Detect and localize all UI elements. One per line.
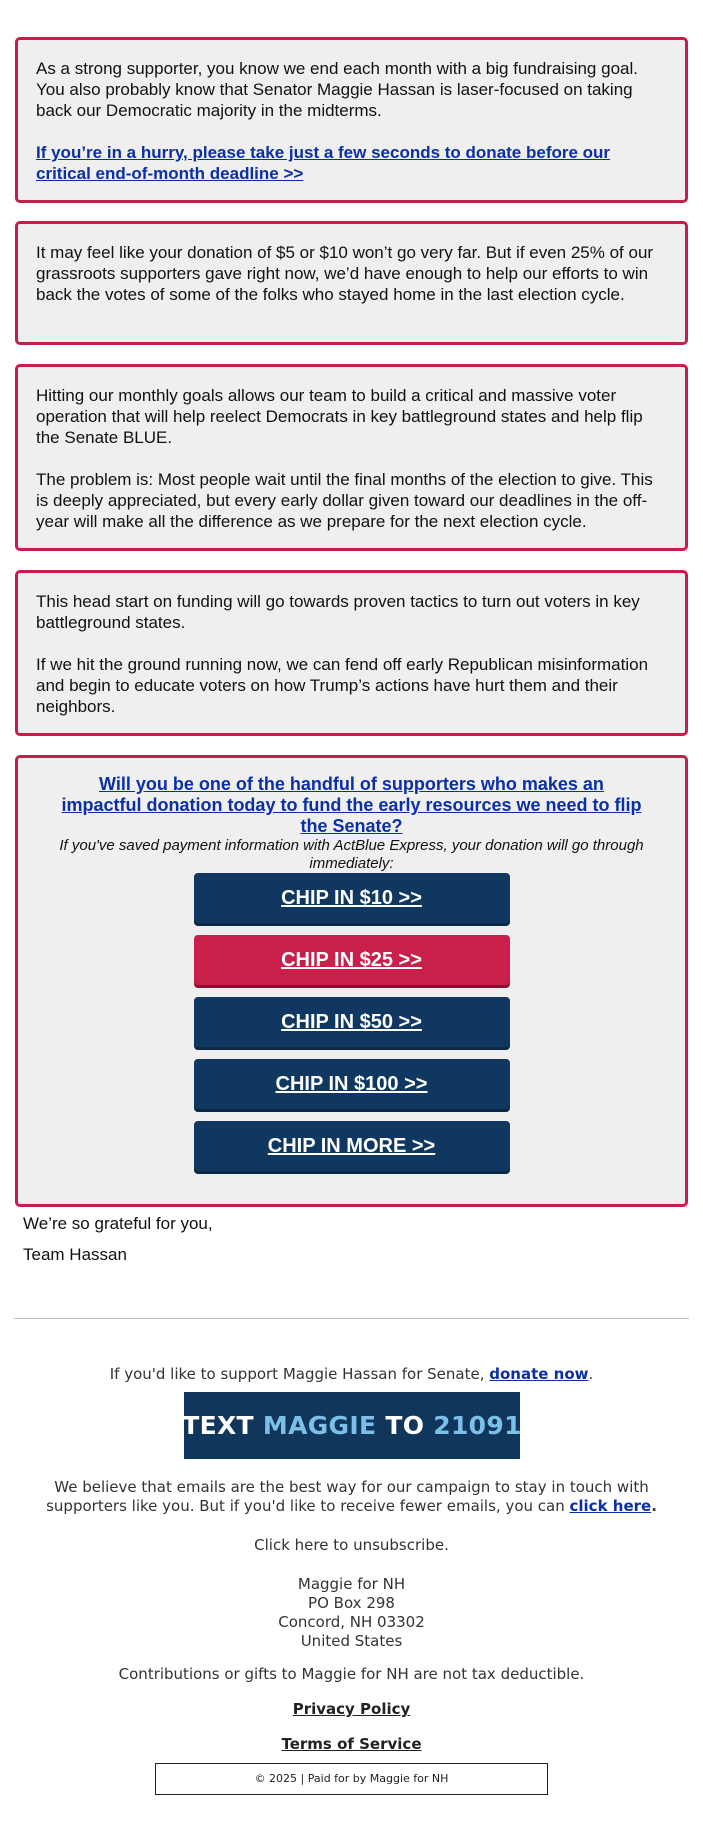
chip-in-10-button[interactable]: CHIP IN $10 >> [194, 873, 510, 923]
terms-of-service-link[interactable]: Terms of Service [281, 1735, 422, 1753]
donate-now-link[interactable]: donate now [489, 1365, 589, 1383]
email-preference-text: We believe that emails are the best way for our campaign to stay in touch with supporters like you. But if you'd like to receive fewer emails, you can [46, 1478, 649, 1515]
head-start-paragraph: This head start on funding will go towards proven tactics to turn out voters in key battleground states. [36, 592, 640, 632]
support-text: If you'd like to support Maggie Hassan for Senate, [109, 1365, 490, 1383]
privacy-policy-link[interactable]: Privacy Policy [292, 1700, 411, 1718]
donation-impact-paragraph: It may feel like your donation of $5 or $10 won’t go very far. But if even 25% of our grassroots supporters gave right now, we’d have enough to help our efforts to win back the votes of some of the folks who stayed home in the last election cycle. [36, 243, 654, 304]
privacy-row [0, 1700, 703, 1718]
monthly-goals-box [15, 364, 688, 551]
paid-for-by-box: © 2025 | Paid for by Maggie for NH [155, 1763, 548, 1795]
problem-paragraph: The problem is: Most people wait until the final months of the election to give. This is deeply appreciated, but every early dollar given toward our deadlines in the off-year will make all the difference as we prepare for the next election cycle. [36, 470, 653, 531]
fewer-emails-link[interactable]: click here [569, 1497, 652, 1515]
unsubscribe-link[interactable]: Click here to unsubscribe. [254, 1536, 449, 1554]
hurry-donate-link[interactable]: If you’re in a hurry, please take just a few seconds to donate before our critical end-of-month deadline >> [36, 143, 611, 183]
signoff-team: Team Hassan [23, 1245, 127, 1264]
text-maggie-banner[interactable] [184, 1392, 520, 1459]
email-preference-suffix: . [651, 1497, 657, 1515]
chip-in-100-button[interactable]: CHIP IN $100 >> [194, 1059, 510, 1109]
actblue-note: If you've saved payment information with ActBlue Express, your donation will go through immediately: [59, 837, 644, 872]
banner-shortcode: 21091 [433, 1411, 522, 1440]
address-line: Concord, NH 03302 [278, 1613, 425, 1631]
tax-disclaimer: Contributions or gifts to Maggie for NH are not tax deductible. [118, 1665, 585, 1683]
head-start-box [15, 570, 688, 736]
banner-text-word: TEXT [182, 1411, 254, 1440]
monthly-goals-paragraph: Hitting our monthly goals allows our team to build a critical and massive voter operation that will help reelect Democrats in key battleground states and help flip the Senate BLUE. [36, 386, 643, 447]
support-line [0, 1365, 703, 1383]
donation-impact-box [15, 221, 688, 345]
mailing-address [0, 1575, 703, 1651]
address-line: United States [300, 1632, 403, 1650]
banner-to-word: TO [385, 1411, 425, 1440]
chip-in-more-button[interactable]: CHIP IN MORE >> [194, 1121, 510, 1171]
email-preference-line [0, 1478, 703, 1516]
chip-in-25-button[interactable]: CHIP IN $25 >> [194, 935, 510, 985]
ground-running-paragraph: If we hit the ground running now, we can fend off early Republican misinformation and begin to educate voters on how Trump’s actions have hurt them and their neighbors. [36, 655, 649, 716]
banner-keyword: MAGGIE [262, 1411, 377, 1440]
signoff-line: We’re so grateful for you, [23, 1214, 213, 1233]
support-suffix: . [588, 1365, 594, 1383]
address-line: Maggie for NH [297, 1575, 406, 1593]
address-line: PO Box 298 [308, 1594, 395, 1612]
terms-row [0, 1735, 703, 1753]
intro-box [15, 37, 688, 203]
intro-paragraph: As a strong supporter, you know we end each month with a big fundraising goal. You also probably know that Senator Maggie Hassan is laser-focused on taking back our Democratic majority in the midterms. [36, 59, 638, 120]
chip-in-50-button[interactable]: CHIP IN $50 >> [194, 997, 510, 1047]
donation-cta-box [15, 755, 688, 1207]
footer-divider [14, 1318, 689, 1319]
cta-headline-link[interactable]: Will you be one of the handful of supporters who makes an impactful donation today to fund the early resources we need to flip the Senate? [61, 774, 642, 836]
